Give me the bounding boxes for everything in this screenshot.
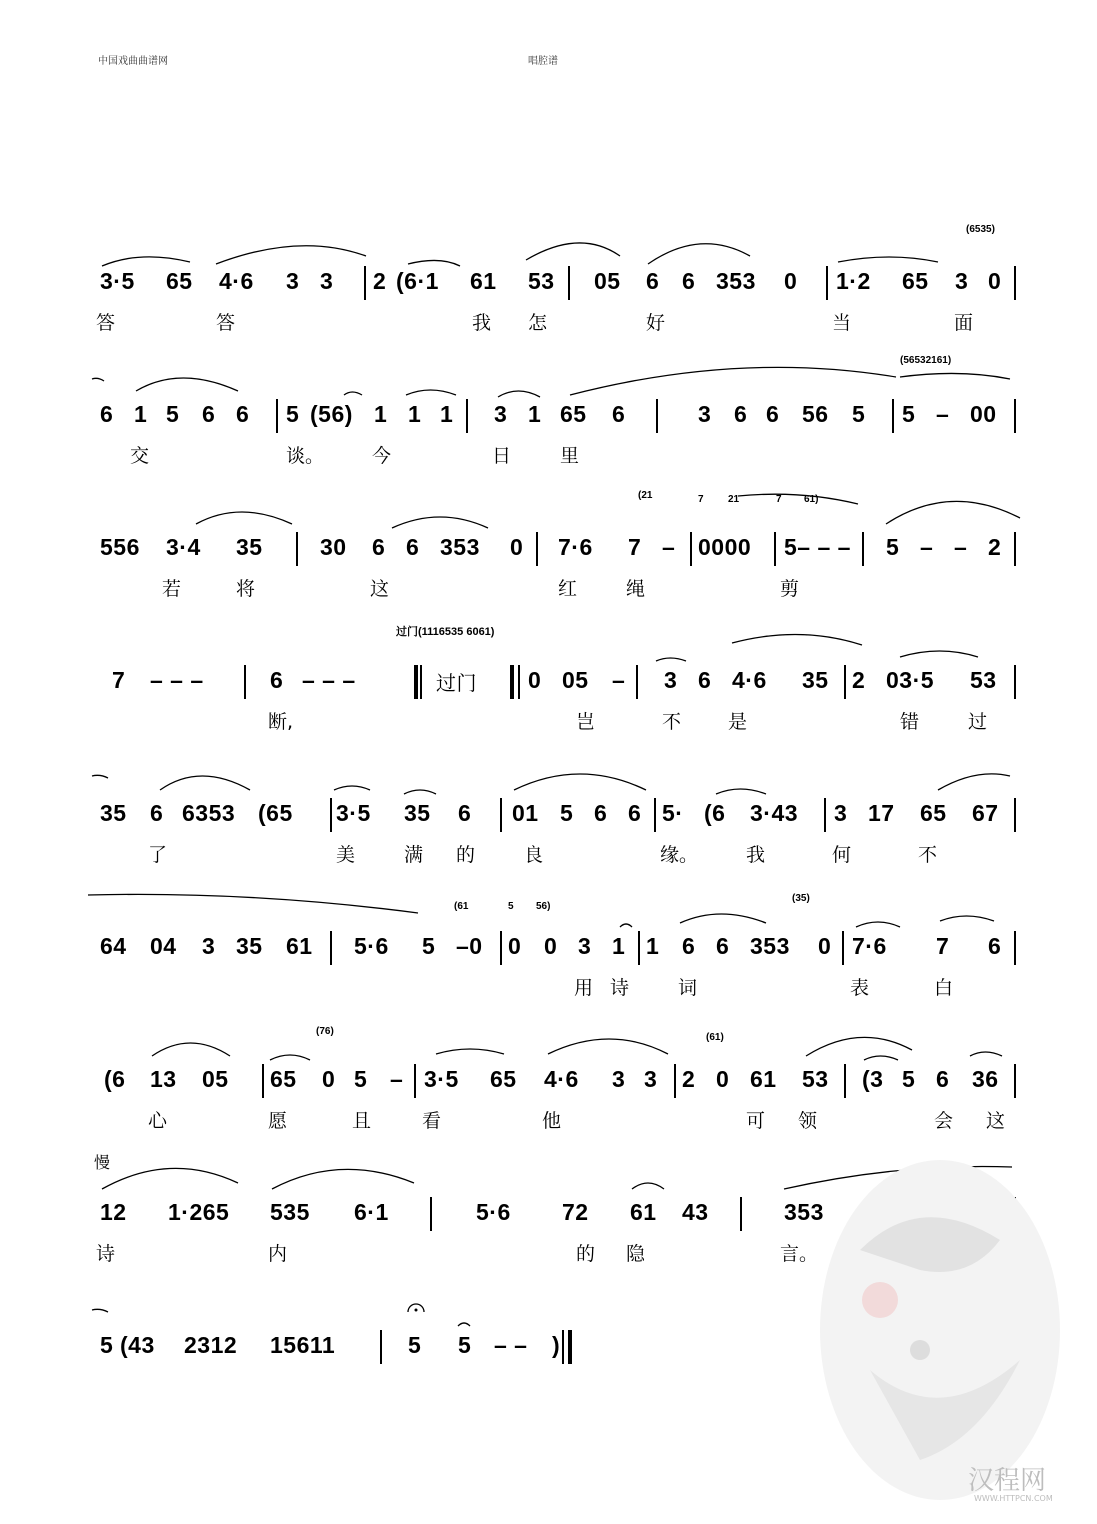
lyric: 日 <box>492 445 512 467</box>
lyric: 诗 <box>96 1243 116 1265</box>
note: 6 <box>682 933 696 959</box>
note: 67 <box>972 800 999 826</box>
bar-line <box>330 798 332 832</box>
note: 03·5 <box>886 667 935 693</box>
note: 5– – – <box>784 534 851 560</box>
bar-line <box>568 266 570 300</box>
lyric: 缘。 <box>660 844 699 866</box>
bar-line <box>500 798 502 832</box>
note: 5 <box>902 401 916 427</box>
note: 35 <box>236 534 263 560</box>
note: 35 <box>100 800 127 826</box>
mask-watermark-icon <box>770 1130 1070 1510</box>
lyric: 美 <box>336 844 356 866</box>
note: 00 <box>970 401 997 427</box>
lyric: 隐 <box>626 1243 646 1265</box>
note: 6 <box>202 401 216 427</box>
note: 6 <box>698 667 712 693</box>
note: 3 <box>578 933 592 959</box>
note: 1 <box>612 933 626 959</box>
note: – <box>936 401 950 427</box>
note: 5 <box>166 401 180 427</box>
score-row-3 <box>0 488 1097 598</box>
interlude-notes: 过门(1116535 6061) <box>396 626 495 638</box>
note: 6 <box>236 401 250 427</box>
watermark-url: WWW.HTTPCN.COM <box>974 1494 1053 1503</box>
note: 3·4 <box>166 534 201 560</box>
grace-notes: 5 <box>508 901 514 912</box>
lyric: 断, <box>268 711 294 733</box>
note: 36 <box>972 1066 999 1092</box>
note: 0 <box>784 268 798 294</box>
lyric: 剪 <box>780 578 800 600</box>
lyric: 红 <box>558 578 578 600</box>
lyric: 不 <box>918 844 938 866</box>
lyric: 愿 <box>268 1110 288 1132</box>
bar-line <box>414 1064 416 1098</box>
lyric: 今 <box>372 445 392 467</box>
note: 5 <box>560 800 574 826</box>
note: 3·5 <box>100 268 135 294</box>
bar-line <box>844 1064 846 1098</box>
bar-line <box>380 1330 382 1364</box>
note: 1 <box>528 401 542 427</box>
note: 6 <box>936 1066 950 1092</box>
note: 35 <box>802 667 829 693</box>
note: 353 <box>440 534 480 560</box>
note: (3 <box>862 1066 884 1092</box>
bar-line <box>364 266 366 300</box>
score-type: 唱腔谱 <box>528 56 558 67</box>
bar-line <box>842 931 844 965</box>
note: 3 <box>320 268 334 294</box>
note: 535 <box>270 1199 310 1225</box>
grace-notes: (61 <box>454 901 469 912</box>
score-row-2 <box>0 355 1097 465</box>
repeat-bar <box>420 665 422 699</box>
note: 5· <box>662 800 684 826</box>
interlude-label: 过门 <box>436 671 477 695</box>
bar-line <box>276 399 278 433</box>
watermark-text: 汉程网 <box>968 1466 1047 1496</box>
note: –0 <box>456 933 483 959</box>
lyric: 诗 <box>610 977 630 999</box>
bar-line <box>1014 665 1016 699</box>
note: 1 <box>374 401 388 427</box>
lyric: 可 <box>746 1110 766 1132</box>
note: 30 <box>320 534 347 560</box>
lyric: 面 <box>954 312 974 334</box>
note: 6 <box>100 401 114 427</box>
grace-notes: 56) <box>536 901 551 912</box>
note: 5 <box>458 1332 472 1358</box>
note: 0 <box>818 933 832 959</box>
lyric: 良 <box>524 844 544 866</box>
note: 3·5 <box>424 1066 459 1092</box>
lyric: 若 <box>162 578 182 600</box>
bar-line <box>1014 399 1016 433</box>
lyric: 用 <box>574 977 594 999</box>
note: 65 <box>270 1066 297 1092</box>
bar-line <box>656 399 658 433</box>
lyric: 我 <box>746 844 766 866</box>
note: 01 <box>512 800 539 826</box>
grace-notes: (21 <box>638 490 653 501</box>
note: 4·6 <box>732 667 767 693</box>
note: ) <box>552 1332 561 1358</box>
note: 65 <box>902 268 929 294</box>
grace-notes: (35) <box>792 893 810 904</box>
repeat-bar <box>518 665 520 699</box>
note: 0 <box>508 933 522 959</box>
lyric: 当 <box>832 312 852 334</box>
note: 64 <box>100 933 127 959</box>
note: – <box>920 534 934 560</box>
bar-line <box>824 798 826 832</box>
note: 3 <box>286 268 300 294</box>
lyric: 言。 <box>780 1243 819 1265</box>
bar-line <box>740 1197 742 1231</box>
note: 7·6 <box>558 534 593 560</box>
lyric: 谈。 <box>286 445 325 467</box>
note: 3 <box>664 667 678 693</box>
note: 6 <box>150 800 164 826</box>
note: (6·1 <box>396 268 439 294</box>
note: 12 <box>100 1199 127 1225</box>
note: 56 <box>802 401 829 427</box>
lyric: 是 <box>728 711 748 733</box>
note: 6353 <box>182 800 236 826</box>
note: – <box>612 667 626 693</box>
note: 3·5 <box>336 800 371 826</box>
note: 5 <box>886 534 900 560</box>
lyric: 不 <box>662 711 682 733</box>
lyric: 错 <box>900 711 920 733</box>
lyric: 的 <box>576 1243 596 1265</box>
lyric: 词 <box>678 977 698 999</box>
note: 5 <box>408 1332 422 1358</box>
bar-line <box>430 1197 432 1231</box>
lyric: 好 <box>646 312 666 334</box>
note: 1·265 <box>168 1199 230 1225</box>
note: 05 <box>562 667 589 693</box>
lyric: 的 <box>456 844 476 866</box>
note: 43 <box>682 1199 709 1225</box>
note: 6 <box>594 800 608 826</box>
note: 15611 <box>270 1332 336 1358</box>
note: 3 <box>644 1066 658 1092</box>
bar-line <box>844 665 846 699</box>
note: 0 <box>510 534 524 560</box>
note: 05 <box>202 1066 229 1092</box>
tempo-mark: 慢 <box>94 1153 111 1172</box>
lyric: 会 <box>934 1110 954 1132</box>
lyric: 了 <box>148 844 168 866</box>
note: 6 <box>628 800 642 826</box>
score-row-6 <box>0 887 1097 997</box>
lyric: 答 <box>216 312 236 334</box>
note: 5 <box>902 1066 916 1092</box>
bar-line <box>690 532 692 566</box>
bar-line <box>892 399 894 433</box>
site-name: 中国戏曲曲谱网 <box>98 56 168 67</box>
grace-notes: (76) <box>316 1026 334 1037</box>
note: 35 <box>404 800 431 826</box>
note: 35 <box>236 933 263 959</box>
note: 1 <box>408 401 422 427</box>
note: 1 <box>134 401 148 427</box>
bar-line <box>262 1064 264 1098</box>
note: 3 <box>834 800 848 826</box>
note: 4·6 <box>219 268 254 294</box>
lyric: 且 <box>352 1110 372 1132</box>
note: 3 <box>494 401 508 427</box>
note: 1 <box>440 401 454 427</box>
final-bar <box>568 1330 572 1364</box>
lyric: 看 <box>422 1110 442 1132</box>
note: 65 <box>920 800 947 826</box>
note: 6 <box>646 268 660 294</box>
note: 5 <box>852 401 866 427</box>
lyric: 何 <box>832 844 852 866</box>
note: 53 <box>802 1066 829 1092</box>
repeat-bar <box>510 665 514 699</box>
note: (65 <box>258 800 293 826</box>
note: – – <box>494 1332 528 1358</box>
lyric: 过 <box>968 711 988 733</box>
note: 13 <box>150 1066 177 1092</box>
note: 05 <box>594 268 621 294</box>
note: 6 <box>988 933 1002 959</box>
bar-line <box>674 1064 676 1098</box>
note: 6 <box>612 401 626 427</box>
lyric: 表 <box>850 977 870 999</box>
bar-line <box>1014 532 1016 566</box>
note: 6 <box>458 800 472 826</box>
lyric: 绳 <box>626 578 646 600</box>
note: (43 <box>120 1332 155 1358</box>
note: 5 <box>100 1332 114 1358</box>
note: 5 <box>354 1066 368 1092</box>
lyric: 答 <box>96 312 116 334</box>
note: 5 <box>422 933 436 959</box>
lyric: 这 <box>370 578 390 600</box>
bar-line <box>636 665 638 699</box>
lyric: 满 <box>404 844 424 866</box>
note: 2 <box>373 268 387 294</box>
grace-notes: (61) <box>706 1032 724 1043</box>
lyric: 白 <box>934 977 954 999</box>
note: 0000 <box>698 534 752 560</box>
bar-line <box>774 532 776 566</box>
note: 53 <box>528 268 555 294</box>
bar-line <box>500 931 502 965</box>
lyric: 心 <box>148 1110 168 1132</box>
note: – <box>390 1066 404 1092</box>
note: 61 <box>630 1199 657 1225</box>
lyric: 将 <box>236 578 256 600</box>
note: 353 <box>784 1199 824 1225</box>
bar-line <box>536 532 538 566</box>
note: 7·6 <box>852 933 887 959</box>
bar-line <box>1014 798 1016 832</box>
lyric: 交 <box>130 445 150 467</box>
note: – – – <box>302 667 356 693</box>
note: 7 <box>112 667 126 693</box>
note: 53 <box>970 667 997 693</box>
note: (56) <box>310 401 353 427</box>
note: 3·43 <box>750 800 799 826</box>
note: 3 <box>202 933 216 959</box>
note: 6 <box>682 268 696 294</box>
bar-line <box>826 266 828 300</box>
note: 0 <box>322 1066 336 1092</box>
grace-notes: 7 <box>698 494 704 505</box>
note: 1 <box>646 933 660 959</box>
note: 72 <box>562 1199 589 1225</box>
note: 65 <box>166 268 193 294</box>
lyric: 这 <box>986 1110 1006 1132</box>
lyric: 他 <box>542 1110 562 1132</box>
note: 2 <box>988 534 1002 560</box>
note: – <box>662 534 676 560</box>
note: 3 <box>698 401 712 427</box>
note: 5 <box>286 401 300 427</box>
note: 4·6 <box>544 1066 579 1092</box>
note: 6 <box>766 401 780 427</box>
note: 17 <box>868 800 895 826</box>
score-row-1 <box>0 222 1097 332</box>
note: 7 <box>628 534 642 560</box>
note: 0 <box>988 268 1002 294</box>
bar-line <box>466 399 468 433</box>
note: (6 <box>704 800 726 826</box>
grace-notes: (56532161) <box>900 355 952 366</box>
note: – – – <box>150 667 204 693</box>
lyric: 内 <box>268 1243 288 1265</box>
note: – <box>954 534 968 560</box>
note: 0 <box>528 667 542 693</box>
score-row-4 <box>0 621 1097 731</box>
repeat-bar <box>414 665 418 699</box>
note: 61 <box>470 268 497 294</box>
grace-notes: 7 <box>776 494 782 505</box>
note: 0 <box>716 1066 730 1092</box>
note: 65 <box>560 401 587 427</box>
bar-line <box>1014 266 1016 300</box>
bar-line <box>862 532 864 566</box>
bar-line <box>244 665 246 699</box>
note: 3 <box>955 268 969 294</box>
note: (6 <box>104 1066 126 1092</box>
note: 1·2 <box>836 268 871 294</box>
note: 6 <box>270 667 284 693</box>
note: 5·6 <box>354 933 389 959</box>
note: 6 <box>372 534 386 560</box>
note: 61 <box>750 1066 777 1092</box>
note: 6 <box>734 401 748 427</box>
bar-line <box>1014 1064 1016 1098</box>
note: 0 <box>544 933 558 959</box>
note: 6 <box>406 534 420 560</box>
lyric: 岂 <box>576 711 596 733</box>
lyric: 怎 <box>528 312 548 334</box>
grace-notes: 61) <box>804 494 819 505</box>
note: 353 <box>750 933 790 959</box>
note: 556 <box>100 534 140 560</box>
bar-line <box>330 931 332 965</box>
note: 353 <box>716 268 756 294</box>
final-bar <box>562 1330 564 1364</box>
note: 65 <box>490 1066 517 1092</box>
note: 2312 <box>184 1332 238 1358</box>
bar-line <box>296 532 298 566</box>
score-row-5 <box>0 754 1097 864</box>
note: 7 <box>936 933 950 959</box>
note: 6·1 <box>354 1199 389 1225</box>
grace-notes: 21 <box>728 494 740 505</box>
note: 6 <box>716 933 730 959</box>
lyric: 我 <box>472 312 492 334</box>
lyric: 领 <box>798 1110 818 1132</box>
note: 5·6 <box>476 1199 511 1225</box>
score-row-7 <box>0 1020 1097 1130</box>
lyric: 里 <box>560 445 580 467</box>
bar-line <box>654 798 656 832</box>
grace-notes: (6535) <box>966 224 995 235</box>
note: 61 <box>286 933 313 959</box>
note: 2 <box>682 1066 696 1092</box>
note: 3 <box>612 1066 626 1092</box>
bar-line <box>638 931 640 965</box>
bar-line <box>1014 931 1016 965</box>
note: 04 <box>150 933 177 959</box>
note: 2 <box>852 667 866 693</box>
